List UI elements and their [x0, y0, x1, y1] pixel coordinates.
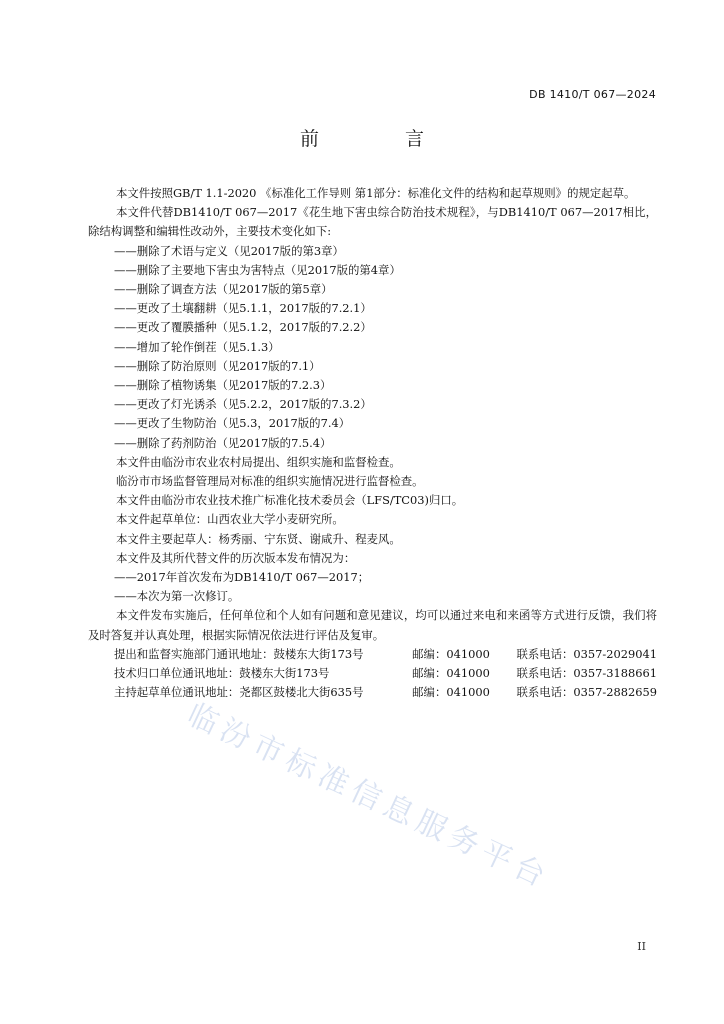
watermark: 临汾市标准信息服务平台 — [181, 697, 556, 897]
contact-address: 提出和监督实施部门通讯地址：鼓楼东大街173号 — [114, 646, 364, 661]
contact-phone: 联系电话：0357-3188661 — [516, 666, 657, 681]
contact-postcode: 邮编：041000 — [412, 666, 490, 681]
paragraph-feedback: 本文件发布实施后，任何单位和个人如有问题和意见建议，均可以通过来电和来函等方式进行反馈，我们将及时答复并认真处理，根据实际情况依法进行评估及复审。 — [88, 608, 657, 642]
paragraph-supervision: 临汾市市场监督管理局对标准的组织实施情况进行监督检查。 — [116, 474, 424, 489]
contact-row — [88, 664, 657, 683]
list-item: ——更改了覆膜播种（见5.1.2，2017版的7.2.2） — [114, 320, 372, 335]
paragraph-centralized: 本文件由临汾市农业技术推广标准化技术委员会（LFS/TC03)归口。 — [116, 493, 464, 508]
paragraph-proposer: 本文件由临汾市农业农村局提出、组织实施和监督检查。 — [116, 454, 401, 469]
list-item: ——更改了土壤翻耕（见5.1.1，2017版的7.2.1） — [114, 301, 372, 316]
contact-address: 技术归口单位通讯地址：鼓楼东大街173号 — [114, 666, 330, 681]
contact-row — [88, 683, 657, 702]
list-item: ——删除了防治原则（见2017版的7.1） — [114, 358, 321, 373]
contact-postcode: 邮编：041000 — [412, 646, 490, 661]
document-id: DB 1410/T 067—2024 — [529, 88, 656, 101]
contact-row — [88, 645, 657, 664]
paragraph-history-intro: 本文件及其所代替文件的历次版本发布情况为： — [116, 550, 356, 565]
page-title: 前 言 — [299, 128, 465, 150]
contact-phone: 联系电话：0357-2029041 — [516, 646, 657, 661]
list-item: ——删除了主要地下害虫为害特点（见2017版的第4章） — [114, 262, 401, 277]
list-item: ——本次为第一次修订。 — [114, 589, 240, 604]
list-item: ——2017年首次发布为DB1410/T 067—2017； — [114, 570, 370, 585]
history-list — [88, 568, 657, 606]
contact-phone: 联系电话：0357-2882659 — [516, 685, 657, 700]
foreword-body — [88, 184, 657, 702]
technical-changes-list — [88, 242, 657, 453]
contact-postcode: 邮编：041000 — [412, 685, 490, 700]
paragraph-drafting-rules: 本文件按照GB/T 1.1-2020 《标准化工作导则 第1部分：标准化文件的结构和起草规则》的规定起草。 — [116, 186, 636, 200]
list-item: ——删除了植物诱集（见2017版的7.2.3） — [114, 378, 332, 393]
paragraph-drafting-unit: 本文件起草单位：山西农业大学小麦研究所。 — [116, 512, 344, 527]
list-item: ——更改了生物防治（见5.3，2017版的7.4） — [114, 416, 351, 431]
contact-list — [88, 645, 657, 703]
list-item: ——删除了调查方法（见2017版的第5章） — [114, 282, 333, 297]
paragraph-drafters: 本文件主要起草人：杨秀丽、宁东贤、谢咸升、程麦风。 — [116, 531, 401, 546]
paragraph-replacement: 本文件代替DB1410/T 067—2017《花生地下害虫综合防治技术规程》，与DB1410/T 067—2017相比，除结构调整和编辑性改动外，主要技术变化如下: — [88, 205, 657, 239]
list-item: ——删除了术语与定义（见2017版的第3章） — [114, 243, 344, 258]
list-item: ——更改了灯光诱杀（见5.2.2，2017版的7.3.2） — [114, 397, 372, 412]
list-item: ——删除了药剂防治（见2017版的7.5.4） — [114, 435, 332, 450]
list-item: ——增加了轮作倒茬（见5.1.3） — [114, 339, 280, 354]
page-number: II — [637, 940, 646, 953]
contact-address: 主持起草单位通讯地址：尧都区鼓楼北大街635号 — [114, 685, 364, 700]
